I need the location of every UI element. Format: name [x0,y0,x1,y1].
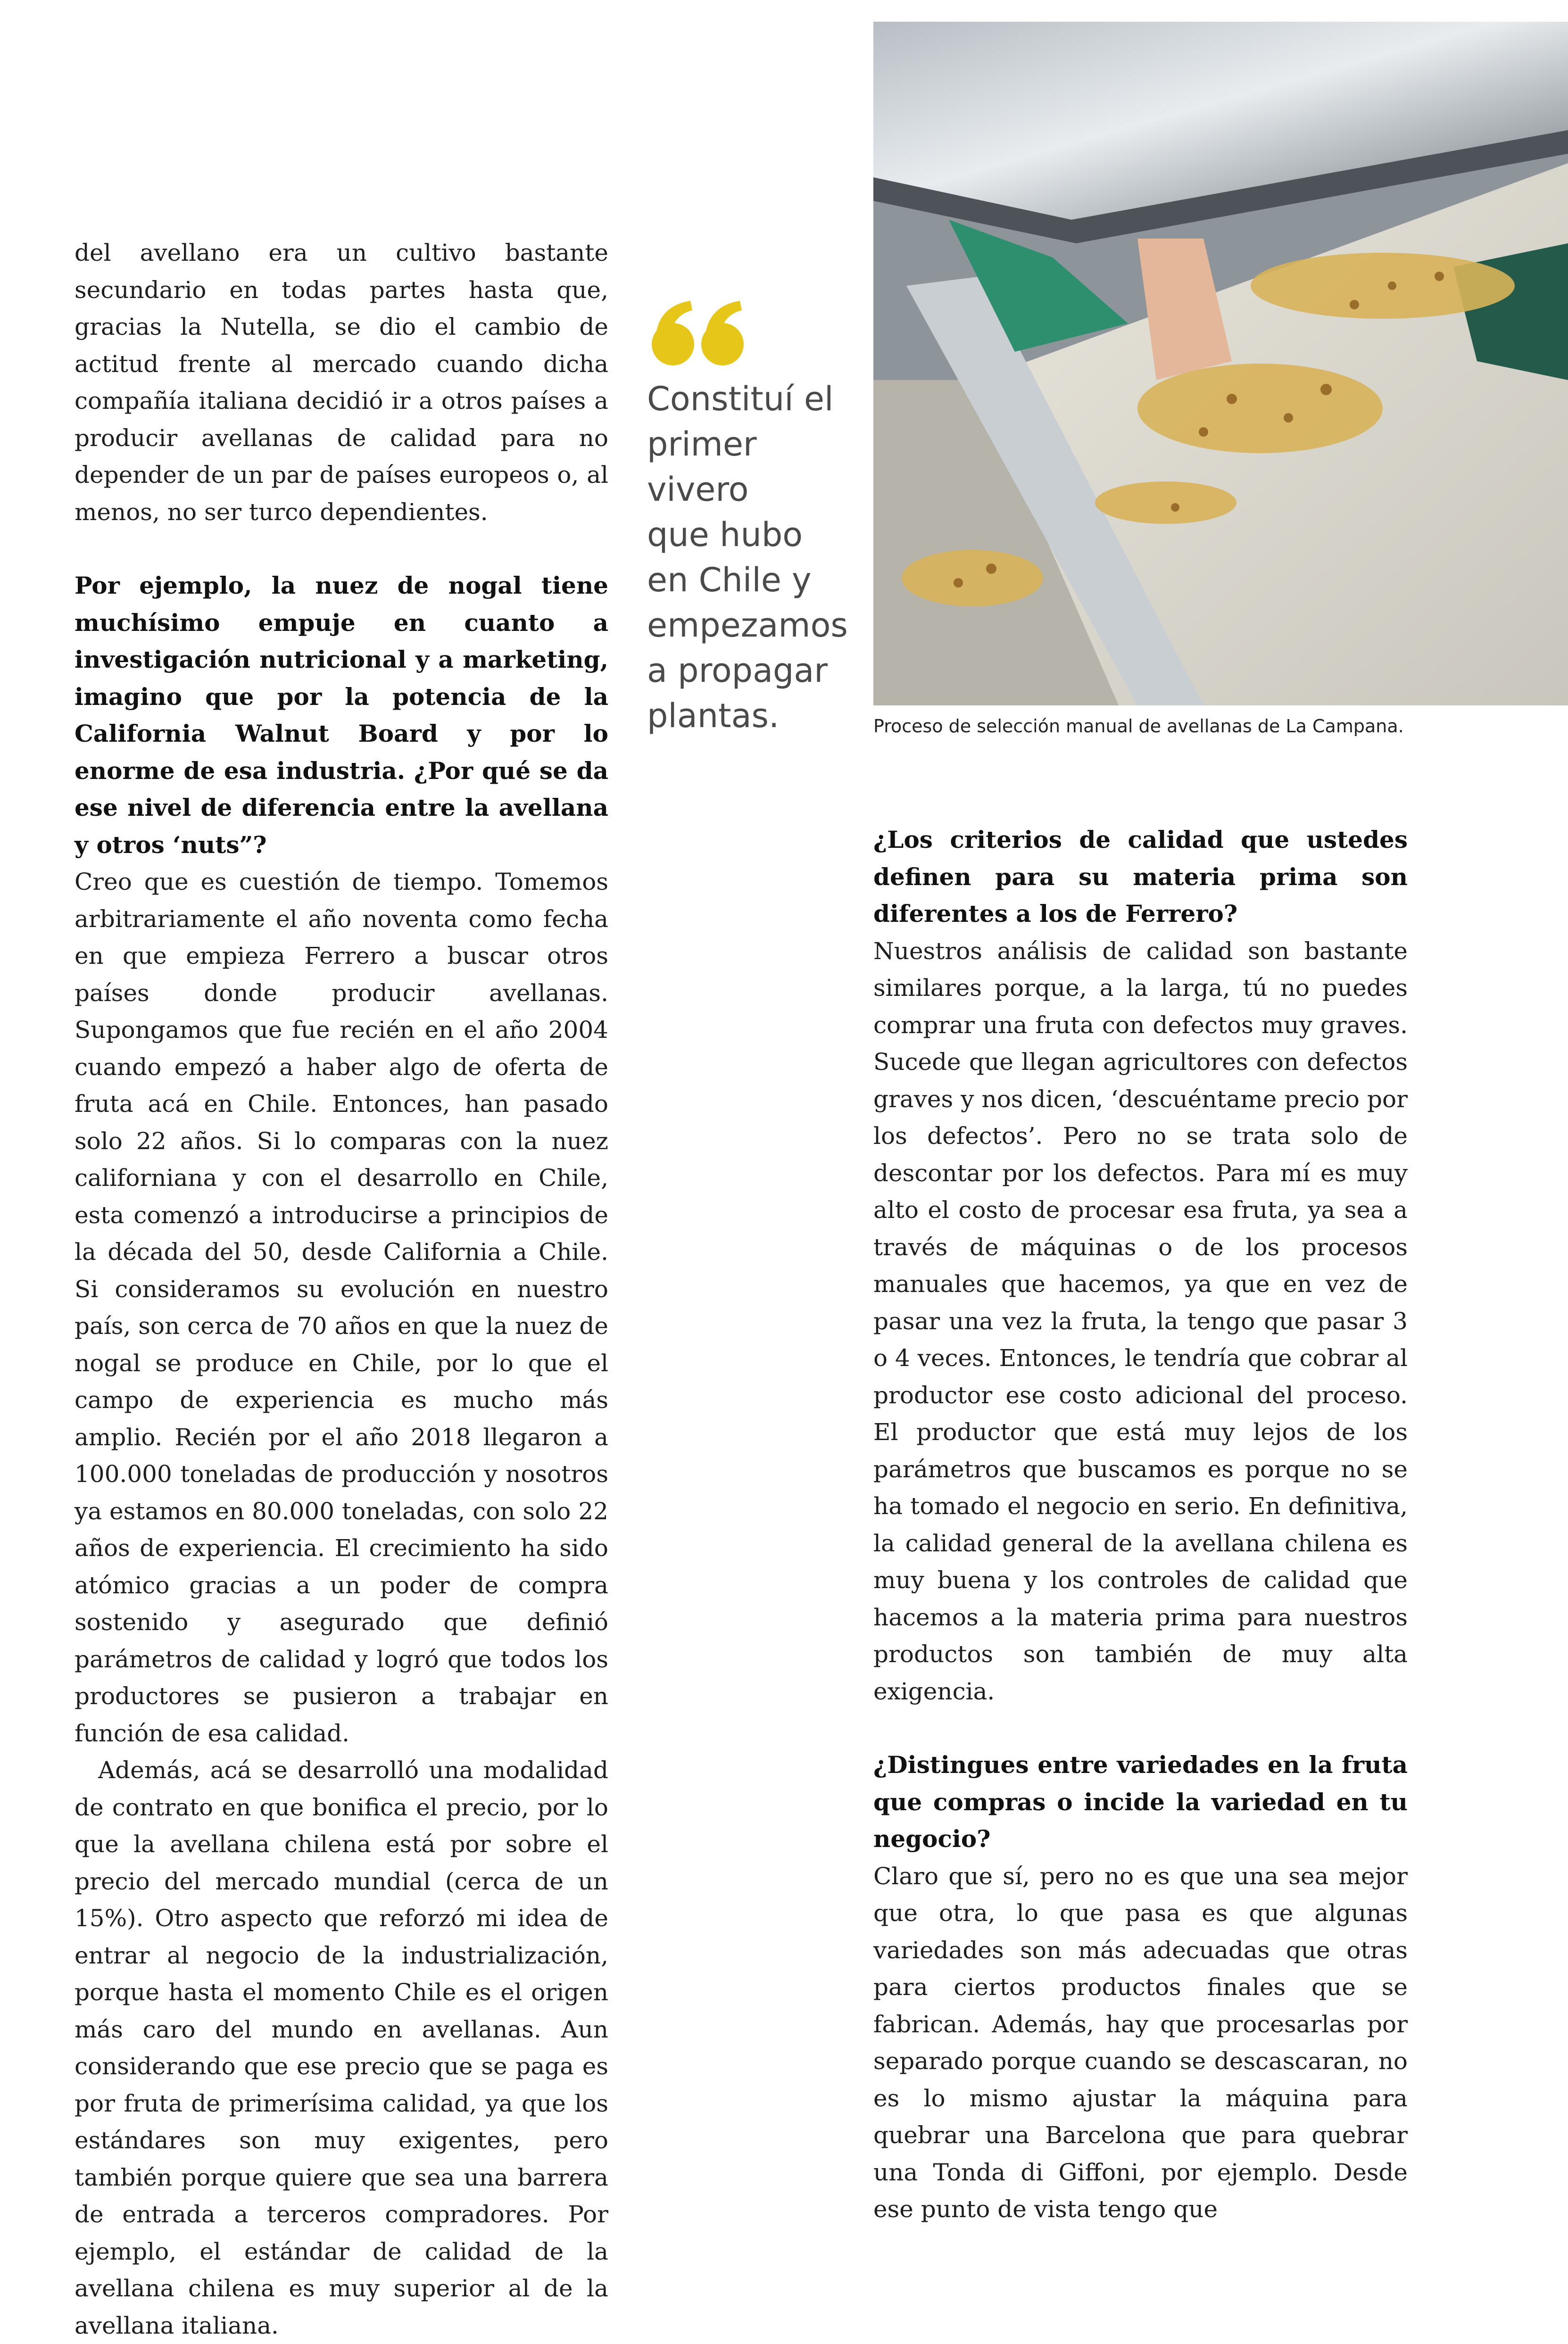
photo-illustration [873,22,1568,705]
interview-question-walnut: Por ejemplo, la nuez de nogal tiene muchísimo empuje en cuanto a investigación nutricional y a marketing, imagino que por la potencia de la California Walnut Board y por lo enorme de esa industria. ¿Por qué se da ese nivel de diferencia entre la avellana y otros ‘nuts”? [75,572,608,859]
photo-caption: Proceso de selección manual de avellanas de La Campana. [873,716,1404,737]
left-article-column [75,234,608,2344]
pull-quote-text: Constituí el primer vivero que hubo en Chile y empezamos a propagar plantas. [647,380,848,735]
answer-quality: Nuestros análisis de calidad son bastante similares porque, a la larga, tú no puedes comprar una fruta con defectos muy graves. Sucede que llegan agricultores con defectos graves y nos dicen, ‘descuéntame precio por los defectos’. Pero no se trata solo de descontar por los defectos. Para mí es muy alto el costo de procesar esa fruta, ya sea a través de máquinas o de los procesos manuales que hacemos, ya que en vez de pasar una vez la fruta, la tengo que pasar 3 o 4 veces. Entonces, le tendría que cobrar al productor ese costo adicional del proceso. El productor que está muy lejos de los parámetros que buscamos es porque no se ha tomado el negocio en serio. En definitiva, la calidad general de la avellana chilena es muy buena y los controles de calidad que hacemos a la materia prima para nuestros productos son también de muy alta exigencia. [873,937,1408,1705]
answer-paragraph-2: Además, acá se desarrolló una modalidad de contrato en que bonifica el precio, por lo que la avellana chilena está por sobre el precio del mercado mundial (cerca de un 15%). Otro aspecto que reforzó mi idea de entrar al negocio de la industrialización, porque hasta el momento Chile es el origen más caro del mundo en avellanas. Aun considerando que ese precio que se paga es por fruta de primerísima calidad, ya que los estándares son muy exigentes, pero también porque quiere que sea una barrera de entrada a terceros compradores. Por ejemplo, el estándar de calidad de la avellana chilena es muy superior al de la avellana italiana. [75,1756,608,2339]
answer-varieties: Claro que sí, pero no es que una sea mejor que otra, lo que pasa es que algunas variedades son más adecuadas que otras para ciertos productos finales que se fabrican. Además, hay que procesarlas por separado porque cuando se descascaran, no es lo mismo ajustar la máquina para quebrar una Barcelona que para quebrar una Tonda di Giffoni, por ejemplo. Desde ese punto de vista tengo que [873,1862,1408,2223]
hazelnut-sorting-photo [873,22,1568,705]
interview-question-quality: ¿Los criterios de calidad que ustedes definen para su materia prima son diferentes a los de Ferrero? [873,826,1408,928]
right-article-column [873,821,1408,2228]
answer-paragraph-1: Creo que es cuestión de tiempo. Tomemos arbitrariamente el año noventa como fecha en que empieza Ferrero a buscar otros países donde producir avellanas. Supongamos que fue recién en el año 2004 cuando empezó a haber algo de oferta de fruta acá en Chile. Entonces, han pasado solo 22 años. Si lo comparas con la nuez californiana y con el desarrollo en Chile, esta comenzó a introducirse a principios de la década del 50, desde California a Chile. Si consideramos su evolución en nuestro país, son cerca de 70 años en que la nuez de nogal se produce en Chile, por lo que el campo de experiencia es mucho más amplio. Recién por el año 2018 llegaron a 100.000 toneladas de producción y nosotros ya estamos en 80.000 toneladas, con solo 22 años de experiencia. El crecimiento ha sido atómico gracias a un poder de compra sostenido y asegurado que definió parámetros de calidad y logró que todos los productores se pusieron a trabajar en función de esa calidad. [75,868,608,1747]
interview-question-varieties: ¿Distingues entre variedades en la fruta que compras o incide la variedad en tu negocio? [873,1751,1408,1853]
quote-mark-icon [647,297,751,368]
intro-paragraph: del avellano era un cultivo bastante secundario en todas partes hasta que, gracias la Nutella, se dio el cambio de actitud frente al mercado cuando dicha compañía italiana decidió ir a otros países a producir avellanas de calidad para no depender de un par de países europeos o, al menos, no ser turco dependientes. [75,239,608,526]
